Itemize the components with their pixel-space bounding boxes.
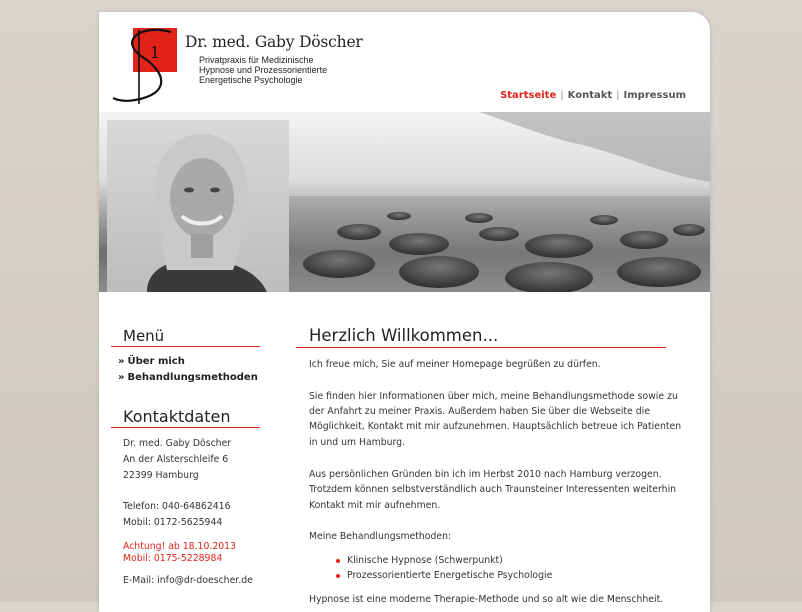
title-divider [296, 347, 666, 348]
hypnosis-paragraph: Hypnose ist eine moderne Therapie-Methode und so alt wie die Menschheit. [309, 594, 664, 605]
top-navigation [500, 90, 686, 101]
contact-divider [111, 427, 260, 428]
page-container [99, 12, 710, 612]
tagline-line-1: Privatpraxis für Medizinische [199, 55, 314, 65]
info-line-3: Möglichkeit, Kontakt mit mir aufzunehmen. Hauptsächlich betreue ich Patienten [309, 421, 682, 432]
nav-kontakt[interactable]: Kontakt [567, 90, 613, 101]
method-item: Prozessorientierte Energetische Psychologie [347, 570, 553, 581]
contact-phone: Telefon: 040-64862416 [123, 501, 231, 512]
methods-intro: Meine Behandlungsmethoden: [309, 531, 452, 542]
info-line-1: Sie finden hier Informationen über mich, meine Behandlungsmethode sowie zu [309, 391, 678, 402]
move-line-1: Aus persönlichen Gründen bin ich im Herbst 2010 nach Hamburg verzogen. [309, 469, 662, 480]
tagline-line-2: Hypnose und Prozessorientierte [199, 65, 328, 75]
intro-paragraph: Ich freue mich, Sie auf meiner Homepage begrüßen zu dürfen. [309, 359, 601, 370]
nav-separator: | [560, 90, 564, 101]
contact-street: An der Alsterschleife 6 [123, 454, 229, 465]
contact-notice-mobile: Mobil: 0175-5228984 [123, 553, 223, 564]
practice-name: Dr. med. Gaby Döscher [185, 33, 363, 51]
svg-text:1: 1 [149, 43, 161, 62]
move-line-2: Trotzdem können selbstverständlich auch Traunsteiner Interessenten weiterhin [309, 484, 677, 495]
contact-city: 22399 Hamburg [123, 470, 199, 481]
menu-item-behandlungsmethoden[interactable]: » Behandlungsmethoden [118, 372, 258, 383]
menu-divider [111, 346, 260, 347]
tagline-line-3: Energetische Psychologie [199, 75, 303, 85]
contact-mobile: Mobil: 0172-5625944 [123, 517, 223, 528]
contact-name: Dr. med. Gaby Döscher [123, 438, 232, 449]
header-banner [99, 112, 710, 292]
menu-arrow-icon: » [118, 372, 125, 383]
info-line-2: der Anfahrt zu meiner Praxis. Außerdem haben Sie über die Webseite die [309, 406, 650, 417]
contact-heading: Kontaktdaten [123, 407, 231, 426]
page-title: Herzlich Willkommen... [309, 326, 499, 345]
move-line-3: Kontakt mit mir aufnehmen. [309, 500, 441, 511]
menu-arrow-icon: » [118, 356, 125, 367]
nav-separator: | [616, 90, 620, 101]
portrait-photo [107, 120, 289, 292]
menu-heading: Menü [123, 327, 165, 345]
contact-notice: Achtung! ab 18.10.2013 [123, 541, 236, 552]
nav-startseite[interactable]: Startseite [500, 90, 557, 101]
nav-impressum[interactable]: Impressum [623, 90, 686, 101]
info-line-4: in und um Hamburg. [309, 437, 406, 448]
contact-email[interactable]: E-Mail: info@dr-doescher.de [123, 575, 253, 586]
menu-item-ueber-mich[interactable]: » Über mich [118, 356, 185, 367]
method-item: Klinische Hypnose (Schwerpunkt) [347, 555, 503, 566]
